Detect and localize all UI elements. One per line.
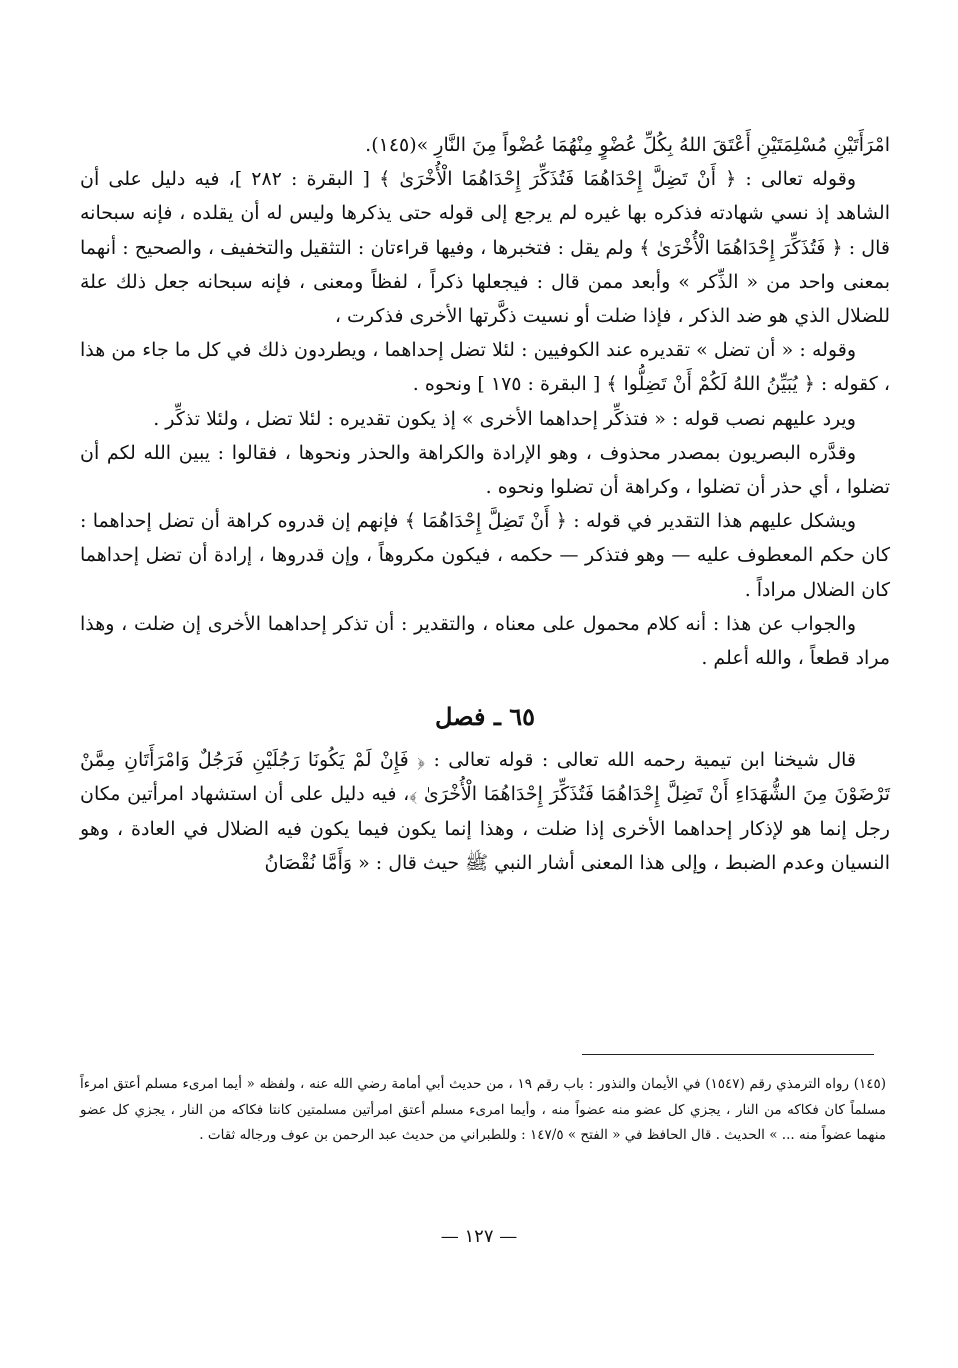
paragraph-basran-view: وقدَّره البصريون بمصدر محذوف ، وهو الإرادة والكراهة والحذر ونحوها ، فقالوا : يبين الله لكم أن تضلوا ، أي حذر أن تضلوا ، وكراهة أن تضلوا ونحوه . [80, 441, 890, 499]
paragraph-verse-commentary: وقوله تعالى : ﴿ أَنْ تَضِلَّ إِحْدَاهُمَا فَتُذَكِّرَ إِحْدَاهُمَا الْأُخْرَىٰ ﴾ [ البقرة : ٢٨٢ ]، فيه دليل على أن الشاهد إذ نسي شهادته فذكره بها غيره لم يرجع إلى قوله حتى يذكرها وليس له أن يقلده ، فإنه سبحانه قال : ﴿ فَتُذَكِّرَ إِحْدَاهُمَا الْأُخْرَىٰ ﴾ ولم يقل : فتخبرها ، وفيها قراءتان : التثقيل والتخفيف ، والصحيح : أنهما بمعنى واحد من « الذِّكر » وأبعد ممن قال : فيجعلها ذكراً ، لفظاً ومعنى ، فإنه سبحانه جعل ذلك علة للضلال الذي هو ضد الذكر ، فإذا ضلت أو نسيت ذكَّرتها الأخرى فذكرت ، [80, 168, 890, 328]
footnote-divider [582, 1054, 874, 1055]
paragraph-objection: ويرد عليهم نصب قوله : « فتذكِّر إحداهما الأخرى » إذ يكون تقديره : لئلا تضل ، ولئلا تذكِّر . [153, 407, 856, 430]
page-number: — ١٢٧ — [440, 1226, 518, 1247]
footnote-145: (١٤٥) رواه الترمذي رقم (١٥٤٧) في الأيمان والنذور : باب رقم ١٩ ، من حديث أبي أمامة رضي الله عنه ، ولفظه « أيما امرىء مسلم أعتق امرءاً مسلماً كان فكاكه من النار ، يجزي كل عضو منه عضواً منه ، وأيما امرىء مسلم أعتق امرأتين مسلمتين كانتا فكاكه من النار ، يجزي كل عضو منهما عضواً منه ... » الحديث . قال الحافظ في « الفتح » ١٤٧/٥ : وللطبراني من حديث عبد الرحمن بن عوف ورجاله ثقات . [80, 1076, 887, 1143]
paragraph-difficulty: ويشكل عليهم هذا التقدير في قوله : ﴿ أَنْ تَضِلَّ إِحْدَاهُمَا ﴾ فإنهم إن قدروه كراهة أن تضل إحداهما : كان حكم المعطوف عليه — وهو فتذكر — حكمه ، فيكون مكروهاً ، وإن قدروها ، إرادة أن تضل إحداهما كان الضلال مراداً . [80, 510, 890, 601]
paragraph-answer: والجواب عن هذا : أنه كلام محمول على معناه ، والتقدير : أن تذكر إحداهما الأخرى إن ضلت ، وهذا مراد قطعاً ، والله أعلم . [80, 612, 890, 670]
paragraph-hadith-end: امْرَأَتَيْنِ مُسْلِمَتَيْنِ أَعْتَقَ اللهُ بِكُلِّ عُضْوٍ مِنْهُمَا عُضْواً مِنَ النَّارِ »(١٤٥). [365, 134, 890, 156]
footnotes [80, 1072, 886, 1149]
section-heading: ٦٥ ـ فصل [435, 702, 535, 732]
paragraph-kufan-view: وقوله : « أن تضل » تقديره عند الكوفيين : لئلا تضل إحداهما ، ويطردون ذلك في كل ما جاء من هذا ، كقوله : ﴿ يُبَيِّنُ اللهُ لَكُمْ أَنْ تَضِلُّوا ﴾ [ البقرة : ١٧٥ ] ونحوه . [80, 339, 890, 396]
page-body [80, 128, 890, 880]
section-paragraph: قال شيخنا ابن تيمية رحمه الله تعالى : قوله تعالى : ﴿ فَإِنْ لَمْ يَكُونَا رَجُلَيْنِ فَرَجُلٌ وَامْرَأَتَانِ مِمَّنْ تَرْضَوْنَ مِنَ الشُّهَدَاءِ أَنْ تَضِلَّ إِحْدَاهُمَا فَتُذَكِّرَ إِحْدَاهُمَا الْأُخْرَىٰ ﴾، فيه دليل على أن استشهاد امرأتين مكان رجل إنما هو لإذكار إحداهما الأخرى إذا ضلت ، وهذا إنما يكون فيما يكون فيه الضلال في العادة ، وهو النسيان وعدم الضبط ، وإلى هذا المعنى أشار النبي ﷺ حيث قال : « وَأَمَّا نُقْصَانُ [80, 749, 890, 874]
